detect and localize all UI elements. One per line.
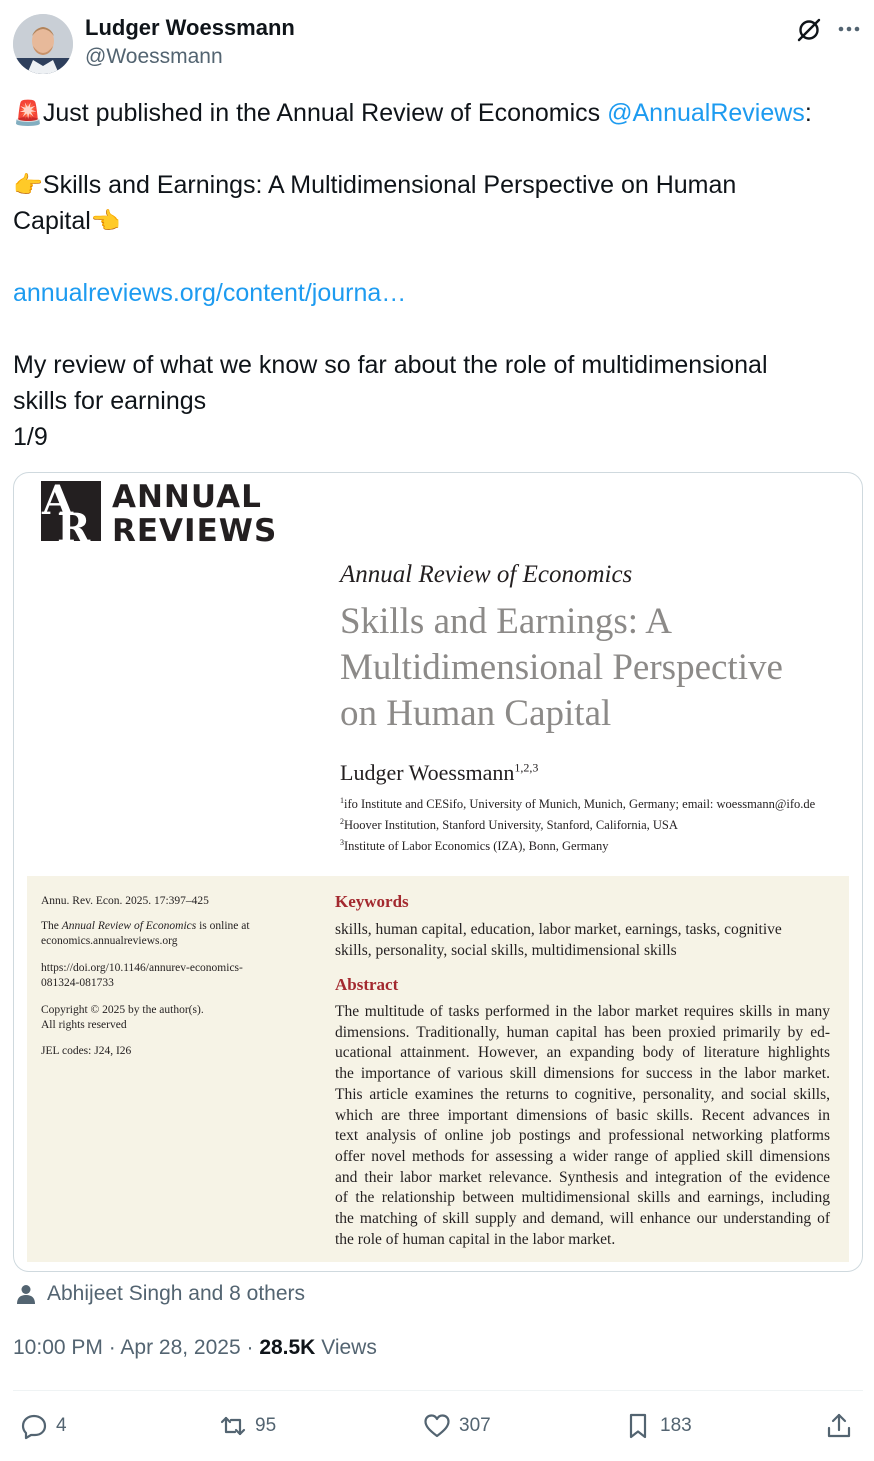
repost-count: 95 [255,1415,277,1436]
point-left-emoji: 👈 [90,207,121,235]
more-options-icon[interactable] [836,16,862,42]
repost-button[interactable] [219,1408,276,1444]
like-count: 307 [459,1415,491,1436]
reply-icon [20,1412,48,1440]
tweet-line-title: 👉Skills and Earnings: A Multidimensional Perspective on Human [13,171,737,199]
jel-codes: JEL codes: J24, I26 [41,1045,132,1057]
author-name[interactable]: Ludger Woessmann [85,15,295,40]
keywords-text: skills, human capital, education, labor market, earnings, tasks, cognitive skills, personality, social skills, multidimensional skills [335,921,782,959]
tweet-text [13,95,861,455]
tweet-line-body: My review of what we know so far about the role of multidimensional [13,351,768,379]
bookmark-icon [624,1412,652,1440]
person-icon [15,1283,37,1305]
abstract-panel [27,876,849,1262]
citation: Annu. Rev. Econ. 2025. 17:397–425 [41,895,209,907]
share-icon [825,1412,853,1440]
point-right-emoji: 👉 [13,171,43,199]
annual-reviews-logo-mark: A R [41,481,101,541]
attached-image[interactable] [13,472,863,1272]
article-link[interactable]: annualreviews.org/content/journa… [13,279,407,307]
paper-author: Ludger Woessmann$^{1,2,3}$ [340,760,539,785]
logo-word-annual: ANNUAL [112,479,262,515]
views-count: 28.5K [259,1336,316,1359]
post-time[interactable]: 10:00 PM · Apr 28, 2025 · [13,1336,260,1359]
reply-button[interactable] [20,1408,67,1444]
affiliation-3: $^3$Institute of Labor Economics (IZA), Bonn, Germany [340,838,609,854]
author-handle[interactable]: @Woessmann [85,45,223,68]
logo-word-reviews: REVIEWS [112,513,278,549]
timestamp [13,1336,377,1360]
alert-emoji: 🚨 [13,99,43,127]
avatar-photo [13,14,73,74]
abstract-text: The multitude of tasks performed in the labor market requires skills in many dimensions. Traditionally, human capital has been proxied primarily by ed- ucational attainment. However, an expanding body of literature highlights the importance of various skill dimensions for success in the labor market. This article examines the returns to cognitive, personality, and social skills, which are three important dimensions of basic skills. Recent advances in text analysis of online job postings and professional networking platforms offer novel methods for assessing a wider range of applied skill dimensions and their labor market relevance. Synthesis and integration of the evidence of the relationship between multidimensional skills and earnings, including the matching of skill supply and demand, will enhance our understanding of the role of human capital in the labor market. [335,1003,830,1248]
affiliation-2: $^2$Hoover Institution, Stanford University, Stanford, California, USA [340,817,678,833]
tweet-line-announcement: 🚨Just published in the Annual Review of Economics @AnnualReviews: [13,99,812,127]
copyright: Copyright © 2025 by the author(s). All rights reserved [41,1004,204,1031]
grok-icon[interactable] [795,16,823,44]
heart-icon [423,1412,451,1440]
reply-count: 4 [56,1415,67,1436]
tweet-line-body-2: skills for earnings [13,387,207,415]
avatar[interactable] [13,14,73,74]
abstract-heading: Abstract [335,975,399,994]
online-note: The Annual Review of Economics is online at economics.annualreviews.org [41,920,250,947]
affiliation-1: $^1$ifo Institute and CESifo, University of Munich, Munich, Germany; email: woessmann@ifo.de [340,796,816,812]
mention-annualreviews[interactable]: @AnnualReviews [607,99,805,127]
like-button[interactable] [423,1408,491,1444]
repost-icon [219,1412,247,1440]
liked-by-text: Abhijeet Singh and 8 others [47,1282,306,1305]
bookmark-button[interactable] [624,1408,692,1444]
thread-count: 1/9 [13,423,48,451]
annual-reviews-logo [41,477,281,552]
tweet-line-title-2: Capital👈 [13,207,121,235]
views-label: Views [315,1336,377,1359]
liked-by-row[interactable] [15,1279,305,1309]
share-button[interactable] [825,1408,853,1444]
bookmark-count: 183 [660,1415,692,1436]
divider [13,1390,863,1391]
journal-name: Annual Review of Economics [340,561,633,588]
doi: https://doi.org/10.1146/annurev-economics- 081324-081733 [41,962,243,989]
keywords-heading: Keywords [335,892,409,911]
paper-title: Skills and Earnings: A Multidimensional Perspective on Human Capital [340,601,783,734]
